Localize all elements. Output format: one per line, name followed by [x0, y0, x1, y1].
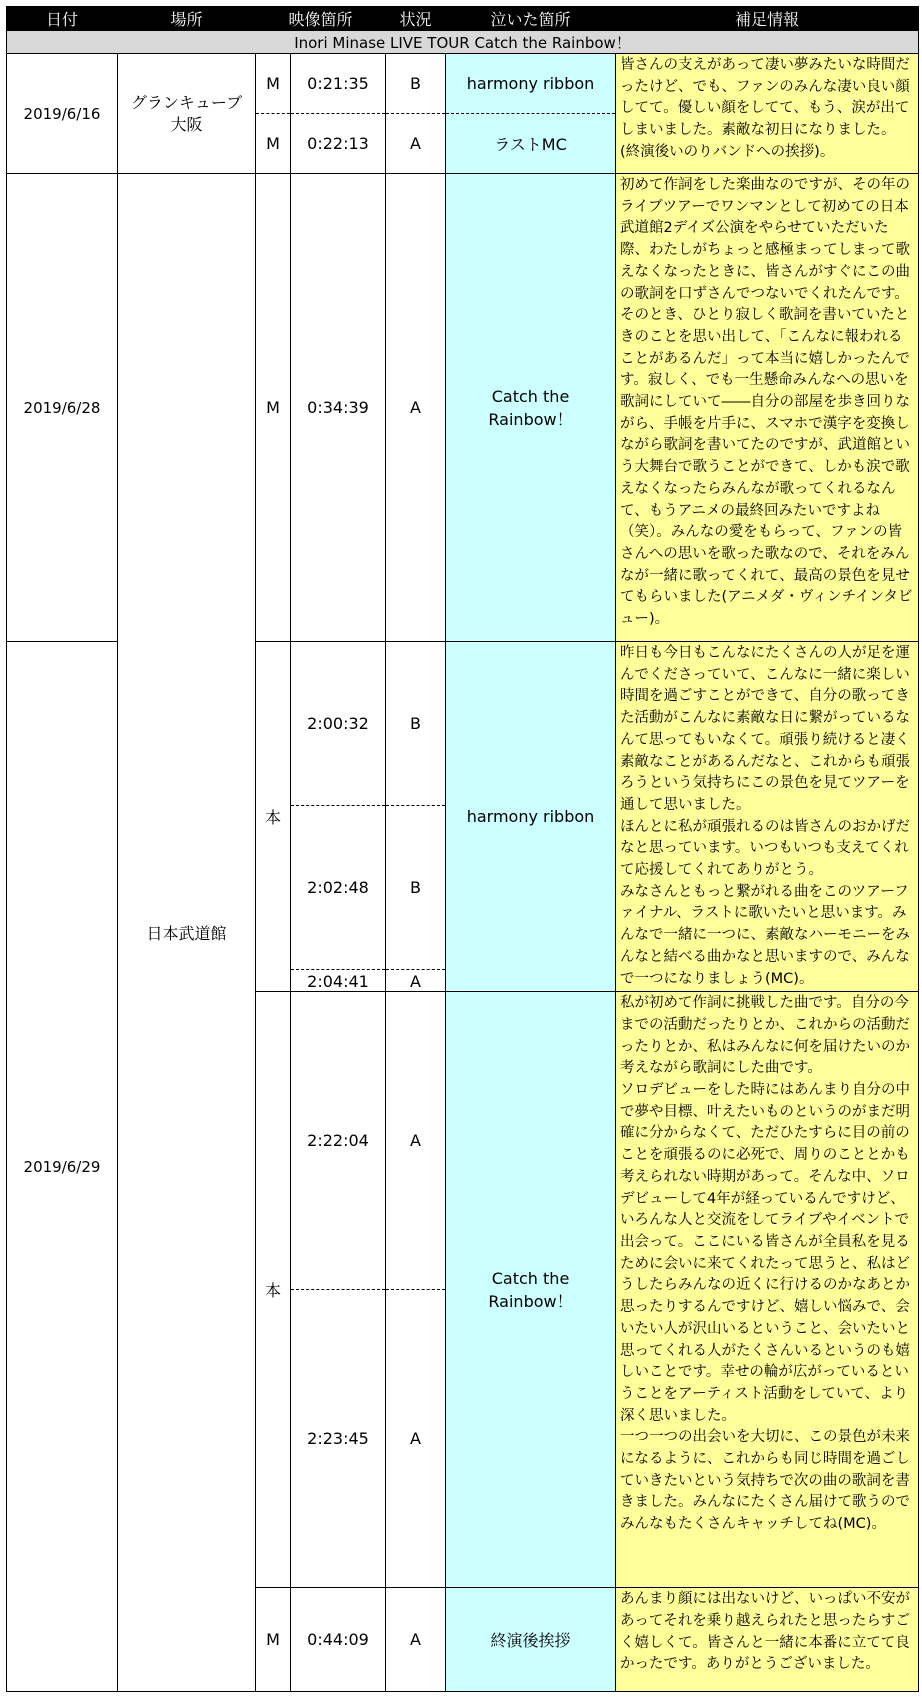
venue-cell: グランキューブ 大阪	[118, 54, 256, 174]
venue-cell: 日本武道館	[118, 174, 256, 1692]
disc-cell: M	[256, 54, 291, 114]
tour-banner-row	[7, 31, 919, 54]
disc-cell: M	[256, 174, 291, 642]
note-cell: 私が初めて作詞に挑戦した曲です。自分の今までの活動だったりとか、これからの活動だったりとか、私はみんなに何を届けたいのか考えながら歌詞にした曲です。 ソロデビューをした時にはあんまり自分の中で夢や目標、叶えたいものというのがまだ明確に分からなくて、ただひたすらに目の前のことを頑張るのに必死で、周りのこととかも考えられない時期があって。そんな中、ソロデビューして4年が経っているんですけど、いろんな人と交流をしてライブやイベントで出会って。ここにいる皆さんが全員私を見るために会いに来てくれたって思うと、私はどうしたらみんなの近くに行けるのかなあとか思ったりするんですけど、嬉しい悩みで、会いたい人が沢山いるということ、会いたいと思ってくれる人がたくさんいるというのも嬉しいことです。幸せの輪が広がっているということをアーティスト活動をしていて、より深く思いました。 一つ一つの出会いを大切に、この景色が未来になるように、これからも同じ時間を過ごしていきたいという気持ちで次の曲の歌詞を書きました。みんなにたくさん届けて歌うのでみんなもたくさんキャッチしてね(MC)。	[616, 992, 919, 1588]
time-cell: 2:00:32	[291, 642, 386, 806]
date-cell: 2019/6/28	[7, 174, 118, 642]
status-cell: B	[386, 806, 446, 970]
cried-cell: 終演後挨拶	[446, 1588, 616, 1692]
header-venue: 場所	[118, 7, 256, 31]
time-cell: 0:22:13	[291, 114, 386, 174]
cried-cell: Catch the Rainbow！	[446, 174, 616, 642]
cried-cell: harmony ribbon	[446, 54, 616, 114]
disc-cell: 本	[256, 642, 291, 992]
table-row	[7, 174, 919, 642]
date-cell: 2019/6/16	[7, 54, 118, 174]
header-date: 日付	[7, 7, 118, 31]
time-cell: 2:23:45	[291, 1290, 386, 1588]
disc-cell: M	[256, 1588, 291, 1692]
disc-cell: 本	[256, 992, 291, 1588]
status-cell: A	[386, 970, 446, 992]
status-cell: A	[386, 1588, 446, 1692]
cried-cell: harmony ribbon	[446, 642, 616, 992]
header-cried: 泣いた箇所	[446, 7, 616, 31]
time-cell: 0:44:09	[291, 1588, 386, 1692]
time-cell: 0:34:39	[291, 174, 386, 642]
header-row	[7, 7, 919, 31]
table-row	[7, 54, 919, 114]
header-notes: 補足情報	[616, 7, 919, 31]
header-status: 状況	[386, 7, 446, 31]
cried-cell: Catch the Rainbow！	[446, 992, 616, 1588]
note-cell: あんまり顔には出ないけど、いっぱい不安があってそれを乗り越えられたと思ったらすごく嬉しくて。皆さんと一緒に本番に立てて良かったです。ありがとうございました。	[616, 1588, 919, 1692]
time-cell: 2:04:41	[291, 970, 386, 992]
time-cell: 0:21:35	[291, 54, 386, 114]
status-cell: A	[386, 114, 446, 174]
date-cell: 2019/6/29	[7, 642, 118, 1692]
note-cell: 昨日も今日もこんなにたくさんの人が足を運んでくださっていて、こんなに一緒に楽しい時間を過ごすことができて、自分の歌ってきた活動がこんなに素敵な日に繋がっているなんて思ってもいなくて。頑張り続けると凄く素敵なことがあるんだなと、これからも頑張ろうという気持ちにこの景色を見てツアーを通して思いました。 ほんとに私が頑張れるのは皆さんのおかげだなと思っています。いつもいつも支えてくれて応援してくれてありがとう。 みなさんともっと繋がれる曲をこのツアーファイナル、ラストに歌いたいと思います。みんなで一緒に一つに、素敵なハーモニーをみんなと結べる曲かなと思いますので、みんなで一つになりましょう(MC)。	[616, 642, 919, 992]
tour-banner: Inori Minase LIVE TOUR Catch the Rainbow！	[7, 31, 919, 54]
status-cell: A	[386, 1290, 446, 1588]
cried-cell: ラストMC	[446, 114, 616, 174]
status-cell: A	[386, 992, 446, 1290]
status-cell: B	[386, 642, 446, 806]
live-tour-table	[6, 6, 919, 1692]
status-cell: A	[386, 174, 446, 642]
header-video: 映像箇所	[256, 7, 386, 31]
note-cell: 初めて作詞をした楽曲なのですが、その年のライブツアーでワンマンとして初めての日本武道館2デイズ公演をやらせていただいた際、わたしがちょっと感極まってしまって歌えなくなったときに、皆さんがすぐにこの曲の歌詞を口ずさんでつないでくれたんです。そのとき、ひとり寂しく歌詞を書いていたときのことを思い出して、「こんなに報われることがあるんだ」って本当に嬉しかったんです。寂しく、でも一生懸命みんなへの思いを歌詞にしていて――自分の部屋を歩き回りながら、手帳を片手に、スマホで漢字を変換しながら歌詞を書いてたのですが、武道館という大舞台で歌うことができて、しかも涙で歌えなくなったらみんなが歌ってくれるなんて、もうアニメの最終回みたいですよね（笑）。みんなの愛をもらって、ファンの皆さんへの思いを歌った歌なので、それをみんなが一緒に歌ってくれて、最高の景色を見せてもらいました(アニメダ・ヴィンチインタビュー)。	[616, 174, 919, 642]
time-cell: 2:02:48	[291, 806, 386, 970]
time-cell: 2:22:04	[291, 992, 386, 1290]
disc-cell: M	[256, 114, 291, 174]
note-cell: 皆さんの支えがあって凄い夢みたいな時間だったけど、でも、ファンのみんな凄い良い顔してて。優しい顔をしてて、もう、涙が出てしまいました。素敵な初日になりました。(終演後いのりバンドへの挨拶)。	[616, 54, 919, 174]
status-cell: B	[386, 54, 446, 114]
